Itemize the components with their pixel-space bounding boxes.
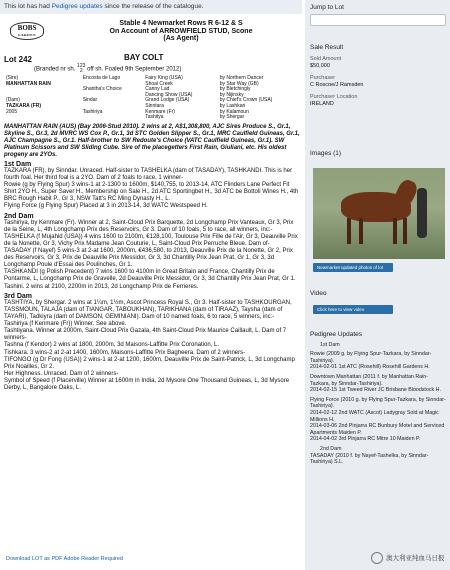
update-heading: 1st Dam [320,341,340,348]
pedigree-update-banner [0,0,302,14]
video-section [310,290,446,297]
view-video-button[interactable]: Click here to view video [313,305,393,314]
pedigree-row: Tashitya by Shergar [145,114,245,121]
purchaser-location: IRELAND [310,101,334,107]
pedigree-row: MANHATTAN RAIN Shoal Creek by Star Way (GB) [6,80,259,87]
location-label: Purchaser Location [310,94,358,100]
pedigree-updates [310,332,446,466]
brand-info: (Branded nr sh. 123 2 off sh. Foaled 9th September 2012) [34,63,182,74]
section-paragraph: Tashiriya, by Kenmare (Fr). Winner at 2, Saint-Cloud Prix Barquette, 2d Longchamp Prix Vanteaux, Gr 3, Prix de la Seine, L, 4th Longchamp Prix des Reservoirs, Gr 3. Dam of 10 foals, 5 to race, all winners, inc:- [4,219,294,233]
sale-result-title: Sale Result [310,44,344,51]
update-heading: 2nd Dam [320,445,342,452]
sold-label: Sold Amount [310,56,342,62]
download-pdf-link[interactable]: Download LOT as PDF Adobe Reader Required [6,556,123,562]
section-paragraph: Tishkara. 3 wins-2 at 2-at 1400, 1600m, Maisons-Laffitte Prix Bagheera. Dam of 2 winners- [4,349,246,356]
stable-line: Stable 4 Newmarket Rows R 6-12 & S [119,20,243,27]
section-paragraph: TIFONGO (g Dr Fong (USA)) 2 wins-1 at 2-at 1200, 1600m, Deauville Prix de Saint-Patrick, L, 3d Longchamp Prix Noailles, Gr 2. [4,356,295,370]
images-section [310,150,446,157]
update-entry: Rowie (2009 g. by Flying Spur-Tazkara, by Sinndar-Tashiriya). [310,351,432,364]
sale-logo: BOBS GARDEN [10,22,44,40]
sidebar [305,0,450,570]
section-paragraph: TASADAY (f Nayef) 5 wins-3 at 2-at 1600, 2000m, €436,580, to 2013, Deauville Prix de la Nonette, Gr 2, Prix des Reservoirs, Gr 3, Prix de Deauville Prix Messidor, Gr 3, 3d Chantilly Prix Jean Prat, Gr 1, Gr 3, 3d Longchamp Poule d'Essai des Poulinches, Gr 1. [4,248,293,269]
photo-update-button[interactable]: Newmarket updated photos of lot [313,263,393,272]
section-paragraph: TAZKARA (FR), by Sinndar. Unraced. Half-sister to TASHELKA (dam of TASADAY), TASHKANDI. This is her fourth foal. Her third foal is a 2YO. Dam of 2 foals to race, 1 winner- [4,167,293,182]
banner-suffix: since the release of the catalogue. [104,3,204,10]
update-entry: Downtown Manhattan (2011 f. by Manhattan Rain-Tazkara, by Sinndar-Tashiriya). [310,373,428,387]
purchaser-name: C Roscoe/J Ramsden [310,82,364,88]
pedigree-table [4,76,300,121]
lot-number: Lot 242 [4,55,33,64]
jump-title: Jump to Lot [310,4,344,11]
pedigree-row: TAZKARA (FR) Sinntara by Lashkari [6,102,246,109]
pedigree-row: Shantha's Choice Canny Lad by Bletchingly [82,86,251,93]
sale-result [310,44,446,108]
update-entry: Flying Force (2010 g. by Flying Spur-Tazkara, by Sinndar-Tashiriya). [310,396,446,410]
section-paragraph: Tashini. 2 wins at 2100, 2200m in 2013, 2d Longchamp Prix de Ferrieres. [4,283,199,290]
purchaser-label: Purchaser [310,75,336,81]
section-paragraph: Tashtiyana. Winner at 2000m, Saint-Cloud Prix Gazala, 4th Saint-Cloud Prix Maurice Caillault, L. Dam of 7 winners- [4,328,287,342]
section-paragraph: Rowie (g by Flying Spur) 3 wins-1 at 2-1300 to 1600m, $140,755, to 2013-14, ATC Flinders Lane Perfect Fit Shirt 2YO H., Super Saver H., Membership on Sale H., 2d ATC Sportingbet H., 3d ATC be Bottoli Wines H., 4th BRC Rough Habit P., Gr 3, NSW Tatt's RC Ming Dynasty H., L. [4,182,299,203]
section-title: 1st Dam [4,160,32,168]
update-entry: TASADAY (2010 f. by Nayef-Tashelka, by Sinndar-Tashiriya) S.L. [310,452,429,466]
video-title: Video [310,290,327,297]
section-title: 2nd Dam [4,212,34,220]
update-entry: 2014-02-12 2nd WATC (Ascot) Ladygray Sold at Magic Millions H. [310,409,439,423]
pedigree-row: (Sire) Encosta de Lago Fairy King (USA) by Northern Dancer [6,75,264,81]
section-paragraph: Tashiriya (f Kenmare (Fr)) Winner. See above. [4,321,127,328]
pedigree-row: (Dam) Sindar Grand Lodge (USA) by Chief's Crown (USA) [6,97,273,104]
section-paragraph: TASHKANDI (g Polish Precedent) 7 wins 1600 to 4100m in Great Britain and France, Chantilly Prix de Pontarme, L, Longchamp Prix de Gravelle, 2d Deauville Prix Messidor, Gr 3, 3d Chantilly Prix Jean Prat, Gr 1. [4,269,296,283]
second-dam-section [4,213,300,291]
update-entry: 2014-03-06 2nd Pinjarra RC Bunbury Motel and Serviced Apartments Maiden P. [310,423,445,436]
section-paragraph: Tashna (f Kendor) 2 wins at 1800, 2000m, 3d Maisons-Laffitte Prix Coronation, L. [4,342,220,349]
catalogue-page [4,16,300,556]
update-entry: 2014-04-02 3rd Pinjarra RC Mitre 10 Maiden P. [310,436,421,443]
section-paragraph: TASHELKA (f Mujahid (USA)) 4 wins 1600 to 2100m, €128,100, Toulouse Prix Fille de l'Air, Gr 3, Deauville Prix de la Nonette, Gr 3, Vichy Prix Madame Jean Couturie, L, Saint-Cloud Prix Perruche Bleue. Dam of- [4,233,298,247]
sire-description: MANHATTAN RAIN (AUS) (Bay 2006-Stud 2010). 2 wins at 2, A$1,308,800, AJC Sires Produce S., Gr.1, Skyline S., Gr.3, 2d MVRC WS Cox P., Gr.1, 3d STC Golden Slipper S., Gr.1, MRC Caulfield Guineas, Gr.1, AJC Champagne S., Gr.1. Half-brother to SW Redoute's Choice (VATC Caulfield Guineas, Gr.1). SW Platinum Scissors and SW Sliding Cube. Sire of the placegetters First Rain, Giuliani, etc. His oldest progeny are 2YOs. [4,123,300,158]
sold-amount: $50,000 [310,63,330,69]
section-paragraph: Symbol of Speed (f Placerville) Winner at 1600m in India, 2d Mysore One Thousand Guineas, L, 3d Mysore Derby, L, Bangalore Oaks, L. [4,377,290,391]
catalogue-header [4,16,300,54]
watermark-icon [371,552,383,564]
section-title: 3rd Dam [4,292,33,300]
lot-line [4,54,300,74]
section-paragraph: TASHTIYA, by Shergar. 2 wins at 1¼m, 1½m, Ascot Princess Royal S., Gr 3. Half-sister to TASHKOURGAN, TASSMOUN, TALAJA (dam of TIANGAR, TABOUKHAN), TARIKHANA (dam of TIRAAZ), Taysha (dam of TAYARI), Tadkiyra (dam of DAMSON, GEMINIANI). Dam of 10 named foals, 6 to race, 5 winners, inc:- [4,299,292,321]
horse-photo[interactable] [313,168,445,259]
section-paragraph: Her Highness. Unraced. Dam of 2 winners- [4,370,119,377]
section-paragraph: Flying Force (g Flying Spur) Placed at 3 in 2013-14, 3d WATC Westspeed H. [4,203,208,210]
pedigree-row: 2005 Tashiriya Kenmare (Fr) by Kalamoun [6,108,249,115]
third-dam-section [4,293,300,392]
banner-prefix: This lot has had [4,3,50,10]
dam-section [4,161,300,211]
pedigree-updates-link[interactable]: Pedigree updates [51,3,103,10]
account-line: On Account of ARROWFIELD STUD, Scone [109,27,253,35]
vendor-heading [64,20,298,43]
images-title: Images (1) [310,150,342,157]
update-entry: 2014-02-01 1st ATC (Rosehill) Rosehill Gardens H. [310,364,430,371]
lot-sex: BAY COLT [124,53,164,62]
agent-line: (As Agent) [163,35,199,42]
pedigree-updates-title: Pedigree Updates [310,331,363,338]
update-entry: 2014-02-15 1st Tweed River JC Brisbane Bloodstock H. [310,387,441,394]
jump-to-lot [310,4,446,26]
pedigree-row: Dancing Show (USA) by Nijinsky [145,91,244,98]
jump-to-lot-select[interactable] [310,14,446,26]
watermark-text: 澳大利亚纯血马日报 [386,555,445,562]
